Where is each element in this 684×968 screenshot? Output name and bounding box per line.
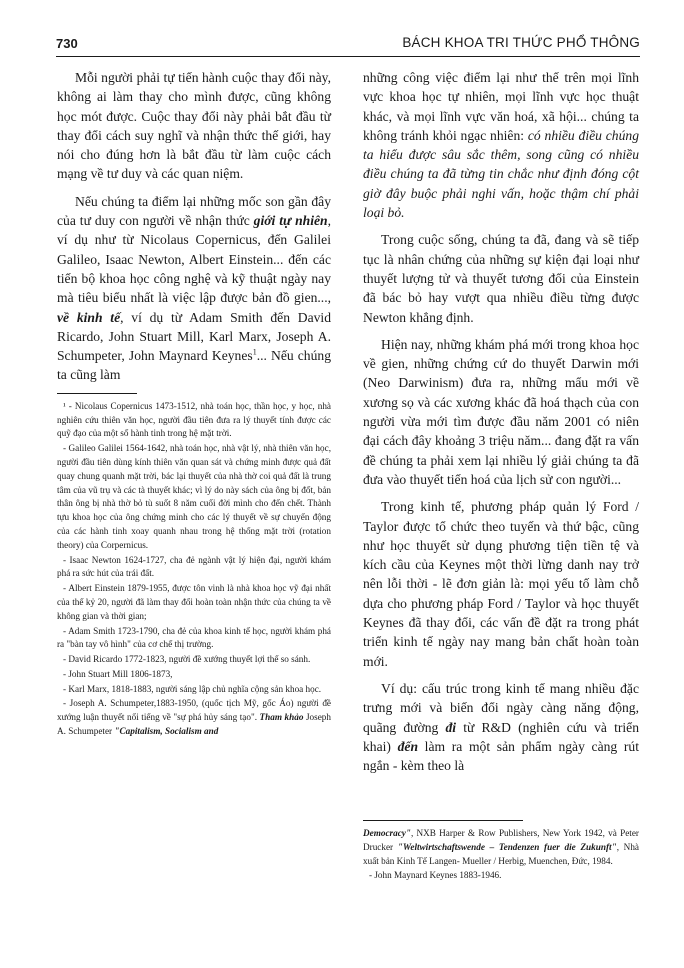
paragraph: những công việc điểm lại như thế trên mọi lĩnh vực khoa học tự nhiên, mọi lĩnh vực học thuật khác, và mọi lĩnh vực văn hoá, xã hội... chúng ta không tránh khỏi ngạc nhiên: có nhiều điều chúng ta hiểu được sâu sắc thêm, song cũng có nhiều điều chúng ta đã từng tin chắc như định đóng cột giờ đây buộc phải nghi vấn, hoặc thậm chí phải loại bỏ.	[363, 70, 639, 221]
footnote: - Joseph A. Schumpeter,1883-1950, (quốc tịch Mỹ, gốc Áo) người đề xướng luận thuyết nổi tiếng về "sự phá hủy sáng tạo". Tham khảo Joseph A. Schumpeter "Capitalism, Socialism and	[57, 698, 331, 737]
footnote: - Isaac Newton 1624-1727, cha đẻ ngành vật lý hiện đại, người khám phá ra sức hút của trái đất.	[57, 554, 331, 579]
footnote-divider	[363, 820, 523, 821]
paragraph: Trong cuộc sống, chúng ta đã, đang và sẽ tiếp tục là nhân chứng của những sự kiện đại loại như thuyết lượng tử và thuyết tương đối của Einstein đã bác bỏ hay vượt qua nhiều điều từng được Newton khẳng định.	[363, 232, 639, 325]
footnote: - Galileo Galilei 1564-1642, nhà toán học, nhà vật lý, nhà thiên văn học, người đầu tiên dùng kính thiên văn quan sát và chứng minh được quả đất quay chung quanh mặt trời, bác lại thuyết của nhà thờ coi quả đất là trung tâm của vũ trụ và các tà thuyết khác; vì lý do này sách của ông bị đốt, bản thân ông bị nhà thờ bỏ tù suốt 8 năm cuối đời mình cho đến chết. Thành tựu khoa học của ông chứng minh cho các lý thuyết về sự chuyển động của các hành tinh xoay quanh nhau trong hệ thống mặt trời (rotation theory) của Corpernicus.	[57, 443, 331, 550]
emphasis: về kinh tế	[57, 309, 121, 325]
footnote: - John Maynard Keynes 1883-1946.	[369, 870, 502, 881]
emphasis: có nhiều điều chúng ta hiểu được sâu sắc thêm, song cũng có nhiều điều chúng ta đã từng tin chắc như định đóng cột giờ đây buộc phải nghi vấn, hoặc thậm chí phải loại bỏ.	[363, 127, 639, 221]
page-header	[56, 30, 640, 57]
paragraph: Mỗi người phải tự tiến hành cuộc thay đổi này, không ai làm thay cho mình được, cũng không học mót được. Cuộc thay đổi này phải bắt đầu từ thay đổi cách suy nghĩ và nhận thức thế giới, hay nói cho đúng hơn là bắt đầu từ làm cuộc cách mạng về tư duy và các quan niệm.	[57, 70, 331, 182]
footnote: Democracy", NXB Harper & Row Publishers, New York 1942, và Peter Drucker "Weltwirtschaftswende – Tendenzen fuer die Zukunft", Nhà xuất bản Kinh Tế Langen- Mueller / Herbig, Muenchen, Đức, 1984.	[363, 828, 639, 866]
paragraph: Nếu chúng ta điểm lại những mốc son gần đây của tư duy con người về nhận thức giới tự nhiên, ví dụ như từ Nicolaus Copernicus, đến Galilei Galileo, Isaac Newton, Albert Einstein... đến các tiến bộ khoa học công nghệ và kỹ thuật ngày nay mà tiêu biểu nhất là việc lập được bản đồ gien..., về kinh tế, ví dụ từ Adam Smith đến David Ricardo, John Stuart Mill, Karl Marx, Joseph A. Schumpeter, John Maynard Keynes$^1$... Nếu chúng ta cũng làm	[57, 193, 332, 383]
right-column	[363, 68, 639, 783]
footnote: - John Stuart Mill 1806-1873,	[63, 668, 173, 679]
emphasis: giới tự nhiên	[253, 213, 328, 229]
footnote: - Karl Marx, 1818-1883, người sáng lập chủ nghĩa cộng sản khoa học.	[63, 683, 322, 694]
footnote: - Albert Einstein 1879-1955, được tôn vinh là nhà khoa học vỹ đại nhất của thế kỷ 20, người đã làm thay đổi hoàn toàn nhận thức của chúng ta về không gian và thời gian;	[57, 583, 331, 621]
page-number: 730	[56, 36, 78, 51]
left-column	[57, 68, 331, 740]
footnote: ¹ - Nicolaus Copernicus 1473-1512, nhà toán học, thần học, y học, nhà nghiên cứu thiên văn học, người đầu tiên đưa ra lý thuyết tính được các quỹ đạo của một số hành tinh trong hệ mặt trời.	[57, 400, 331, 439]
paragraph: Trong kinh tế, phương pháp quản lý Ford / Taylor được tổ chức theo tuyến và thứ bậc, cũng như học thuyết sử dụng phương tiện tiền tệ và kích cầu của Keynes một thời lừng danh nay trở nên lỗi thời - lẽ đơn giản là: mọi yếu tố làm chỗ dựa cho phương pháp Ford / Taylor và học thuyết Keynes đã thay đổi, các vấn đề đặt ra trong phát triển kinh tế ngày nay mang bản chất hoàn toàn mới.	[363, 499, 639, 669]
footnote-marker: 1	[252, 347, 257, 357]
running-title: BÁCH KHOA TRI THỨC PHỔ THÔNG	[402, 35, 640, 50]
footnotes	[57, 400, 331, 739]
paragraph: Hiện nay, những khám phá mới trong khoa học về gien, những chứng cứ do thuyết Darwin mới (Neo Darwinism) đưa ra, những mẩu mới về xương sọ và các xương khác đã hoá thạch của con người vừa mới tìm được đầu năm 2001 có niên đại cách đây khoảng 3 triệu năm... đang đặt ra vấn đề chúng ta phải xem lại nhiều lý giải chúng ta đã đưa vào thuyết tiến hoá của lịch sử con người...	[363, 336, 639, 487]
footnote-divider	[57, 393, 137, 394]
right-footnotes	[363, 814, 639, 884]
paragraph: Ví dụ: cấu trúc trong kinh tế mang nhiều đặc trưng mới và biến đổi ngày càng năng động, quãng đường đi từ R&D (nghiên cứu và triển khai) đến làm ra một sản phẩm ngày càng rút ngắn - kèm theo là	[363, 680, 639, 774]
footnote: - Adam Smith 1723-1790, cha đẻ của khoa kinh tế học, người khám phá ra "bàn tay vô hình" của cơ chế thị trường.	[57, 625, 331, 650]
right-body-text	[363, 68, 639, 775]
left-body-text	[57, 68, 331, 385]
footnote: - David Ricardo 1772-1823, người đề xướng thuyết lợi thế so sánh.	[63, 654, 311, 665]
